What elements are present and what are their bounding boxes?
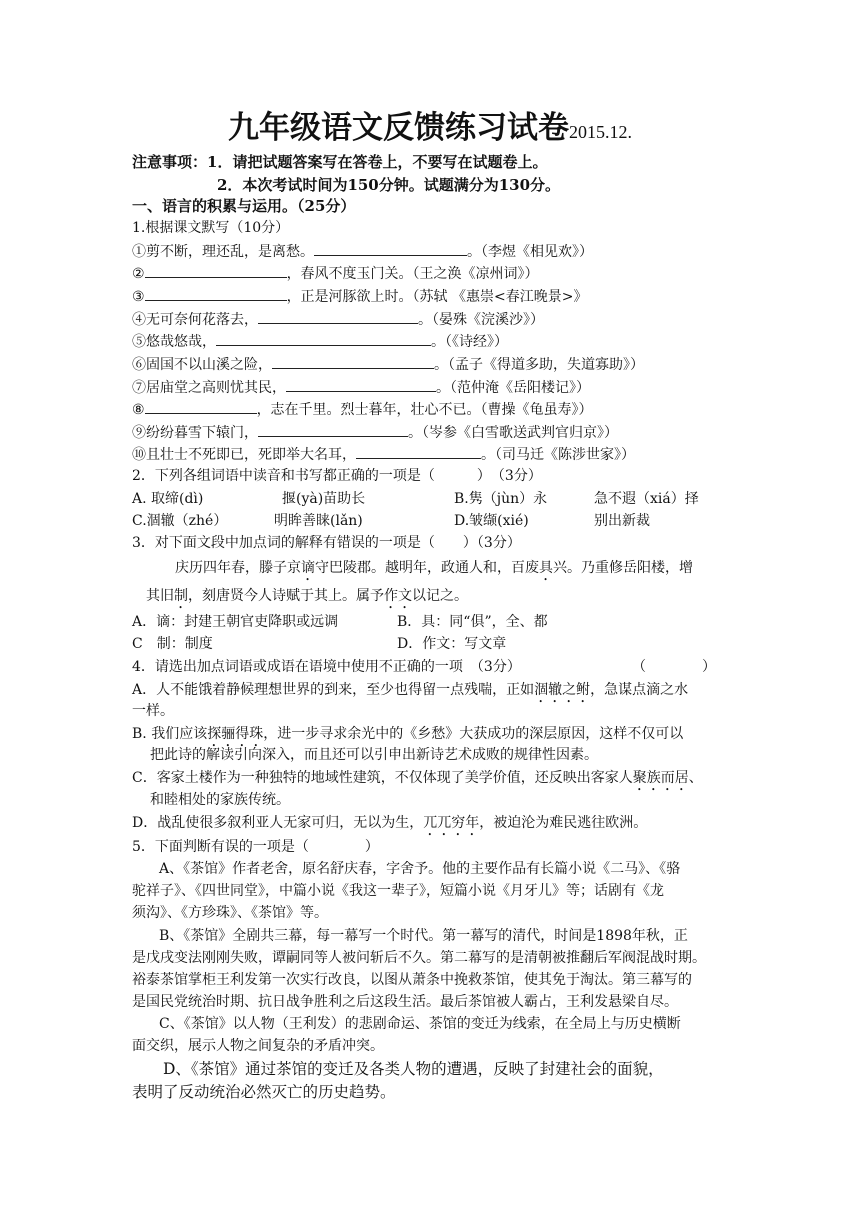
q4-option-c-cont: 和睦相处的家族传统。 [150, 792, 290, 808]
dotted-word: 涸辙之鲋 [534, 682, 591, 698]
q3-option-d: D．作文：写文章 [397, 636, 507, 652]
answer-blank[interactable] [145, 263, 287, 278]
answer-blank[interactable] [216, 331, 431, 346]
q1-item: ⑩且壮士不死即已，死即举大名耳， 。（司马迁《陈涉世家》） [132, 444, 635, 465]
q2-options-row-1 [132, 489, 732, 509]
q2-option-a-2: 揠(yà)苗助长 [282, 491, 366, 507]
q5-option-b-cont: 是戊戌变法刚刚失败，谭嗣同等人被问斩后不久。第二幕写的是清朝被推翻后军阀混战时期。 [132, 950, 706, 966]
q1-item: ④无可奈何花落去， 。（晏殊《浣溪沙》） [132, 309, 544, 330]
q2-stem: 2．下列各组词语中读音和书写都正确的一项是（ ） （3分） [132, 468, 542, 484]
q4-option-c: C．客家土楼作为一种独特的地域性建筑，不仅体现了美学价值，还反映出客家人聚族而居、 [132, 770, 703, 786]
q1-item: ③ ，正是河豚欲上时。（苏轼 《惠崇<春江晚景>》 [132, 286, 587, 307]
q4-answer-paren: （ ） [632, 659, 716, 675]
q1-item: ⑨纷纷暮雪下辕门， 。（岑参《白雪歌送武判官归京》） [132, 422, 618, 443]
q4-option-b-cont: 把此诗的解读引向深入，而且还可以引申出新诗艺术成败的规律性因素。 [150, 747, 598, 763]
answer-blank[interactable] [286, 377, 436, 392]
q3-passage-line-2: 其旧制，刻唐贤今人诗赋于其上。属予作文以记之。 [146, 588, 468, 604]
q4-option-a-cont: 一样。 [132, 703, 174, 719]
dotted-word: 兀兀穷年 [423, 815, 480, 831]
answer-blank[interactable] [258, 422, 408, 437]
q3-option-c: C 制：制度 [132, 636, 213, 652]
notes-item-2: 2．本次考试时间为150分钟。试题满分为130分。 [217, 176, 561, 194]
q3-options-row-1 [132, 612, 732, 632]
dotted-word: 谪 [301, 560, 315, 576]
title-date: 2015.12. [569, 122, 632, 142]
answer-blank[interactable] [258, 309, 418, 324]
q1-item: ①剪不断，理还乱，是离愁。 。（李煜《相见欢》） [132, 241, 593, 262]
q1-item: ⑤悠哉悠哉， 。（《诗经》） [132, 331, 508, 352]
q5-option-b-cont: 裕泰茶馆掌柜王利发第一次实行改良，以图从萧条中挽救茶馆，使其免于淘汰。第三幕写的 [132, 972, 692, 988]
dotted-word: 探骊得珠 [207, 726, 264, 742]
q1-item: ② ，春风不度玉门关。（王之涣《凉州词》） [132, 263, 539, 284]
q4-option-d: D．战乱使很多叙利亚人无家可归，无以为生，兀兀穷年，被迫沦为难民逃往欧洲。 [132, 815, 648, 831]
notes-line-1 [132, 152, 547, 172]
section-1-heading: 一、语言的积累与运用。（25分） [132, 197, 356, 215]
q4-option-a: A．人不能饿着静候理想世界的到来，至少也得留一点残喘，正如涸辙之鲋，急谋点滴之水 [132, 682, 689, 698]
q2-options-row-2 [132, 511, 732, 531]
q5-option-b: B、《茶馆》全剧共三幕，每一幕写一个时代。第一幕写的清代，时间是1898年秋，正 [159, 928, 688, 944]
q2-option-c: C.涸辙（zhé） [132, 513, 228, 529]
dotted-word: 聚族而居 [632, 770, 689, 786]
q5-option-a: A、《茶馆》作者老舍，原名舒庆春，字舍予。他的主要作品有长篇小说《二马》、《骆 [159, 861, 681, 877]
answer-blank[interactable] [145, 399, 257, 414]
q1-item: ⑦居庙堂之高则忧其民， 。（范仲淹《岳阳楼记》） [132, 377, 590, 398]
q1-item: ⑥固国不以山溪之险， 。（孟子《得道多助，失道寡助》） [132, 354, 644, 375]
q2-option-b-2: 急不遐（xiá）择 [594, 491, 699, 507]
q3-stem: 3．对下面文段中加点词的解释有错误的一项是（ ）（3分） [132, 535, 521, 551]
q2-option-a: A. 取缔(dì) [132, 491, 204, 507]
notes-item-1: 1．请把试题答案写在答卷上，不要写在试题卷上。 [207, 153, 548, 171]
q5-option-c: C、《茶馆》以人物（王利发）的悲剧命运、茶馆的变迁为线索，在全局上与历史横断 [159, 1016, 681, 1032]
dotted-word: 作文 [384, 588, 412, 604]
q4-stem: 4．请选出加点词语或成语在语境中使用不正确的一项 （3分） [132, 659, 521, 675]
answer-blank[interactable] [314, 241, 467, 256]
q3-option-a: A．谪：封建王朝官吏降职或远调 [132, 614, 339, 630]
q2-option-d-2: 别出新裁 [594, 513, 650, 529]
q5-option-a-cont: 须沟》、《方珍珠》、《茶馆》等。 [132, 905, 328, 921]
title-main: 九年级语文反馈练习试卷 [228, 110, 569, 146]
q3-option-b: B．具：同“俱”，全、都 [397, 614, 548, 630]
q2-option-b: B.隽（jùn）永 [454, 491, 548, 507]
q3-passage-line-1: 庆历四年春，滕子京谪守巴陵郡。越明年，政通人和，百废具兴。乃重修岳阳楼，增 [175, 560, 693, 576]
dotted-word: 具 [539, 560, 553, 576]
q5-option-d: D、《茶馆》通过茶馆的变迁及各类人物的遭遇，反映了封建社会的面貌， [163, 1060, 664, 1078]
q1-stem: 1.根据课文默写（10分） [132, 220, 290, 236]
q5-option-d-cont: 表明了反动统治必然灭亡的历史趋势。 [132, 1083, 396, 1101]
answer-blank[interactable] [145, 286, 287, 301]
q5-option-a-cont: 驼祥子》、《四世同堂》，中篇小说《我这一辈子》，短篇小说《月牙儿》等；话剧有《龙 [132, 883, 664, 899]
answer-blank[interactable] [272, 354, 434, 369]
q2-option-c-2: 明眸善睐(lǎn) [274, 513, 363, 529]
q1-item: ⑧ ，志在千里。烈士暮年，壮心不已。（曹操《龟虽寿》） [132, 399, 593, 420]
answer-blank[interactable] [356, 444, 481, 459]
q5-stem: 5．下面判断有误的一项是（ ） [132, 839, 379, 855]
q4-stem-row [132, 657, 732, 677]
q3-options-row-2 [132, 634, 732, 654]
notes-label: 注意事项： [132, 153, 208, 171]
q5-option-c-cont: 面交织，展示人物之间复杂的矛盾冲突。 [132, 1038, 384, 1054]
q5-option-b-cont: 是国民党统治时期、抗日战争胜利之后这段生活。最后茶馆被人霸占，王利发悬梁自尽。 [132, 994, 678, 1010]
exam-title [0, 102, 860, 147]
q4-option-b: B. 我们应该探骊得珠，进一步寻求余光中的《乡愁》大获成功的深层原因，这样不仅可以 [132, 726, 684, 742]
dotted-word: 制 [174, 588, 188, 604]
q2-option-d: D.皱缬(xié) [454, 513, 529, 529]
